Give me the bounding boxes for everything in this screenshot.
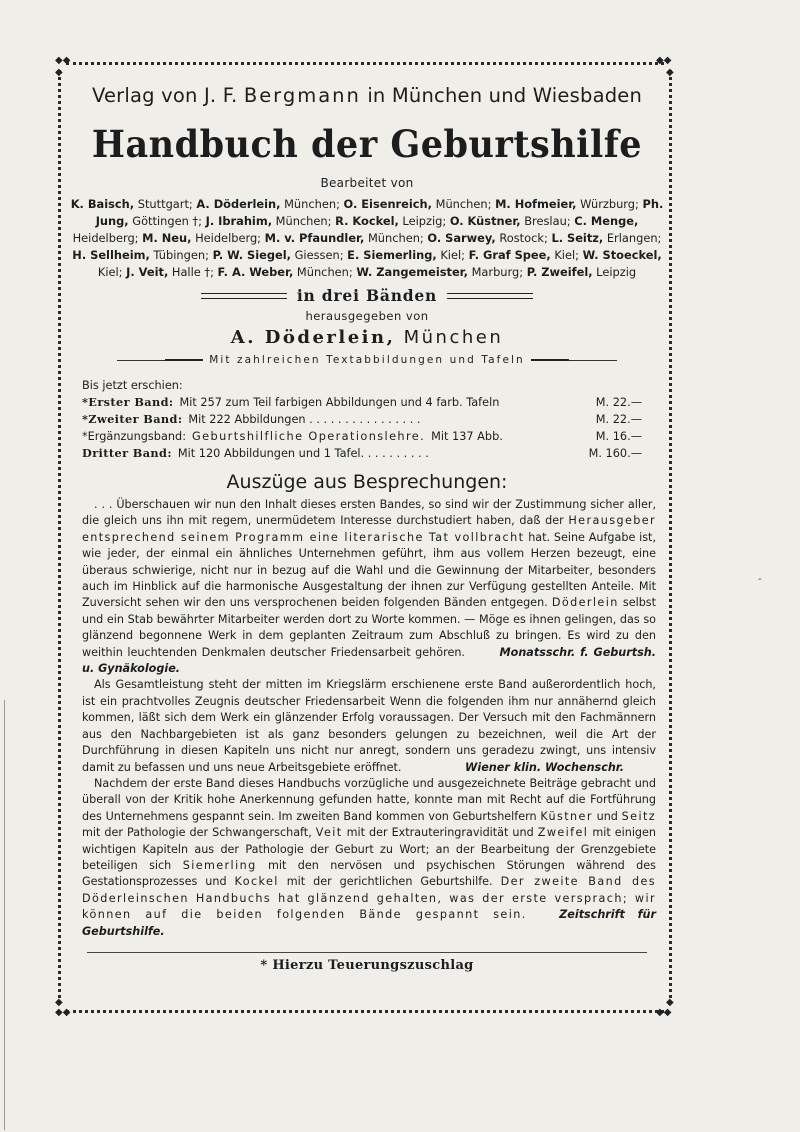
review-text: . . . Überschauen wir nun den Inhalt dieses ersten Bandes, so sind wir der Zustimmung sicher aller, die gleich uns ihn mit regem, unermüdetem Interesse durchstudiert haben, daß der	[82, 498, 656, 528]
review-text: und	[596, 809, 618, 823]
review-text-spaced: Veit	[315, 826, 343, 840]
review-text: Nachdem der erste Band dieses Handbuchs vorzügliche und ausgezeichnete Beiträge gebracht und überall von der Kritik hohe Anerkennung gefunden hatte, konnte man mit Recht auf die Fortführung des Unternehmens gespannt sein. Im zweiten Band kommen von Geburtshelfern	[82, 776, 656, 823]
corner-diamond-icon: ◆	[666, 67, 674, 78]
advertisement-page	[70, 82, 664, 973]
author-entry	[527, 265, 636, 279]
author-entry	[347, 248, 468, 262]
author-place: Leipzig;	[398, 214, 450, 228]
review-text: selbst und ein Stab bewährter Mitarbeiter werden dort zu Worte kommen. — Möge es ihnen gelingen, das so glänzend begonnene Werk in dem geplanten Zeitraum zum Abschluß zu bringen. Es wird zu den weithin leuchtenden Denkmalen deutscher Friedensarbeit gehören.	[82, 596, 657, 659]
volume-label: *Ergänzungsband:	[82, 430, 187, 443]
review-text-spaced: Der zweite Band des Döderleinschen Handbuchs hat glänzend gehalten, was der erste versprach; wir können auf die beiden folgenden Bände gespannt sein.	[82, 875, 657, 922]
author-entry	[495, 197, 642, 211]
review-text: mit der Pathologie der Schwangerschaft,	[82, 826, 312, 840]
corner-diamond-icon: ◆◆	[656, 55, 672, 66]
review-paragraph	[70, 776, 664, 940]
volume-price: M. 22.—	[595, 396, 642, 409]
review-text: mit der gerichtlichen Geburtshilfe.	[286, 875, 493, 889]
author-entry	[265, 231, 428, 245]
author-place: Marburg;	[467, 265, 527, 279]
review-paragraph	[70, 677, 664, 775]
scan-margin-line	[4, 700, 5, 1130]
author-place: Erlangen;	[603, 231, 662, 245]
review-text-spaced: Döderlein	[551, 596, 619, 610]
author-entry	[72, 248, 212, 262]
author-name: J. Ibrahim,	[205, 214, 273, 228]
author-entry	[356, 265, 526, 279]
volume-price: M. 160.—	[588, 447, 642, 460]
author-place: Tübingen;	[149, 248, 213, 262]
author-place: Würzburg;	[576, 197, 643, 211]
author-name: F. Graf Spee,	[468, 248, 551, 262]
author-place: Kiel;	[436, 248, 469, 262]
author-place: Heidelberg;	[72, 231, 143, 245]
author-place: Giessen;	[290, 248, 348, 262]
author-entry	[142, 231, 265, 245]
corner-diamond-icon: ◆	[55, 67, 63, 78]
author-place: München;	[293, 265, 357, 279]
review-text: mit den nervösen und psychischen Störungen während des Gestationsprozesses und	[82, 858, 656, 889]
volume-desc: Mit 257 zum Teil farbigen Abbildungen und 4 farb. Tafeln	[179, 396, 500, 409]
author-entry	[218, 265, 357, 279]
author-name: A. Döderlein,	[196, 197, 281, 211]
editor-line	[70, 327, 664, 348]
editor-intro: herausgegeben von	[305, 309, 429, 323]
author-place: Breslau;	[520, 214, 575, 228]
author-entry	[335, 214, 450, 228]
volumes-heading-row	[70, 286, 664, 305]
book-subtitle: Bearbeitet von	[320, 176, 414, 190]
volume-item	[82, 411, 642, 428]
double-rule	[447, 293, 533, 299]
volume-label: *Erster Band:	[82, 395, 174, 409]
volumes-heading: in drei Bänden	[296, 286, 438, 305]
author-name: O. Sarwey,	[427, 231, 496, 245]
review-text-spaced: Küstner	[540, 809, 593, 823]
volume-price: M. 22.—	[595, 413, 642, 426]
publisher-line	[70, 84, 664, 107]
volume-desc-spaced: Geburtshilfliche Operationslehre.	[192, 430, 426, 443]
author-place: Kiel;	[97, 265, 127, 279]
border-left	[58, 70, 61, 1004]
review-text: Als Gesamtleistung steht der mitten im Kriegslärm erschienene erste Band außerordentlich hoch, ist ein prachtvolles Zeugnis deutscher Friedensarbeit Wenn die folgenden ihm nur annähernd gleich kommen, läßt sich dem Werk ein glänzender Erfolg voraussagen. Der Versuch mit den Fachmännern aus den Nachbargebieten ist als ganz besonders gelungen zu bezeichnen, weil die Art der Durchführung in diesen Kapiteln uns nicht nur anregt, sondern uns geradezu zwingt, uns intensiv damit zu befassen und uns neue Arbeitsgebiete eröffnet.	[82, 678, 656, 774]
author-place: Kiel;	[550, 248, 583, 262]
border-right	[669, 70, 672, 1004]
rule	[531, 359, 569, 361]
author-name: R. Kockel,	[335, 214, 399, 228]
author-place: Rostock;	[495, 231, 552, 245]
author-place: München;	[280, 197, 344, 211]
author-name: O. Küstner,	[449, 214, 521, 228]
author-name: J. Veit,	[126, 265, 169, 279]
review-text: hat. Seine Aufgabe ist, wie jeder, der einmal ein ähnliches Unternehmen geführt, ihm aus vollem Herzen bezeugt, eine überaus schwierige, nicht nur in bezug auf die Wahl und die Gewinnung der Mitarbeiter, besonders auch im Hinblick auf die harmonische Ausgestaltung der ihnen zur Verfügung gestellten Anteile. Mit Zuversicht sehen wir den uns versprochenen beiden folgenden Bänden entgegen.	[82, 530, 656, 610]
border-bottom	[66, 1010, 664, 1013]
author-entry	[469, 248, 583, 262]
scan-edge-mark: -	[758, 574, 762, 585]
author-entry	[450, 214, 574, 228]
author-place: Leipzig	[592, 265, 637, 279]
illustrations-row	[70, 354, 664, 366]
author-entry	[206, 214, 336, 228]
author-entry	[213, 248, 348, 262]
reviews-heading: Auszüge aus Besprechungen:	[226, 471, 508, 493]
publisher-suffix: in München und Wiesbaden	[367, 84, 643, 107]
editor-name: A. Döderlein,	[230, 327, 396, 348]
rule	[569, 360, 617, 361]
author-place: Stuttgart;	[134, 197, 197, 211]
volume-desc: Mit 120 Abbildungen und 1 Tafel. . . . . . . . . .	[177, 447, 429, 460]
author-name: M. v. Pfaundler,	[264, 231, 365, 245]
rule	[117, 360, 165, 361]
publisher-name: Bergmann	[243, 84, 361, 107]
author-entry	[71, 197, 197, 211]
surcharge-note: * Hierzu Teuerungszuschlag	[260, 957, 474, 973]
author-name: E. Siemerling,	[347, 248, 437, 262]
volume-item	[82, 428, 642, 445]
volume-desc: Mit 222 Abbildungen . . . . . . . . . . . . . . . .	[188, 413, 421, 426]
volume-label: Dritter Band:	[82, 446, 172, 460]
corner-diamond-icon: ◆◆	[55, 55, 71, 66]
author-place: Halle †;	[168, 265, 218, 279]
review-text-spaced: Zweifel	[537, 826, 589, 840]
review-text: mit einigen wichtigen Kapiteln aus der Pathologie der Geburt zu Wort; an der Bearbeitung der Grenzgebiete beteiligen sich	[82, 826, 657, 872]
author-name: F. A. Weber,	[217, 265, 294, 279]
review-source: Wiener klin. Wochenschr.	[465, 760, 624, 774]
author-name: W. Zangemeister,	[356, 265, 468, 279]
author-name: W. Stoeckel,	[582, 248, 662, 262]
volumes-list	[70, 377, 642, 462]
author-entry	[344, 197, 496, 211]
author-entry	[126, 265, 217, 279]
review-text-spaced: Siemerling	[182, 858, 257, 872]
author-name: P. Zweifel,	[526, 265, 593, 279]
review-paragraph	[70, 497, 664, 677]
corner-diamond-icon: ◆◆	[55, 1007, 71, 1018]
author-name: P. W. Siegel,	[212, 248, 291, 262]
author-entry	[427, 231, 551, 245]
author-name: L. Seitz,	[551, 231, 604, 245]
double-rule	[201, 293, 287, 299]
volume-item	[82, 445, 642, 462]
author-name: C. Menge,	[574, 214, 639, 228]
author-place: Göttingen †;	[128, 214, 206, 228]
corner-diamond-icon: ◆	[55, 997, 63, 1008]
author-name: H. Sellheim,	[72, 248, 150, 262]
author-entry	[551, 231, 661, 245]
corner-diamond-icon: ◆	[666, 997, 674, 1008]
volumes-intro: Bis jetzt erschien:	[82, 379, 183, 392]
illustrations-note: Mit zahlreichen Textabbildungen und Tafeln	[209, 354, 525, 366]
author-name: O. Eisenreich,	[343, 197, 432, 211]
author-list	[70, 196, 664, 281]
review-text: mit der Extrauteringravidität und	[346, 826, 534, 840]
book-title: Handbuch der Geburtshilfe	[91, 122, 643, 167]
author-entry	[196, 197, 343, 211]
author-place: Heidelberg;	[191, 231, 265, 245]
author-place: München;	[432, 197, 496, 211]
author-name: M. Hofmeier,	[495, 197, 577, 211]
volume-desc: Mit 137 Abb.	[431, 430, 503, 443]
volume-label: *Zweiter Band:	[82, 412, 183, 426]
author-name: M. Neu,	[142, 231, 192, 245]
border-top	[66, 62, 664, 65]
review-text-spaced: Kockel	[234, 875, 279, 889]
author-name: K. Baisch,	[70, 197, 135, 211]
author-name: Ph. Jung,	[95, 197, 664, 228]
publisher-prefix: Verlag von J. F.	[91, 84, 238, 107]
footer-rule	[87, 952, 647, 953]
review-text-spaced: Seitz	[621, 809, 657, 823]
review-source: Zeitschrift für Geburtshilfe.	[82, 908, 657, 938]
corner-diamond-icon: ◆◆	[656, 1007, 672, 1018]
editor-place: München	[403, 327, 504, 348]
rule	[165, 359, 203, 361]
review-text-spaced: Herausgeber entsprechend seinem Programm eine literarische Tat vollbracht	[82, 514, 657, 544]
volume-item	[82, 394, 642, 411]
volume-price: M. 16.—	[595, 430, 642, 443]
author-place: München;	[272, 214, 336, 228]
review-source: Monatsschr. f. Geburtsh. u. Gynäkologie.	[82, 645, 656, 676]
author-place: München;	[364, 231, 428, 245]
